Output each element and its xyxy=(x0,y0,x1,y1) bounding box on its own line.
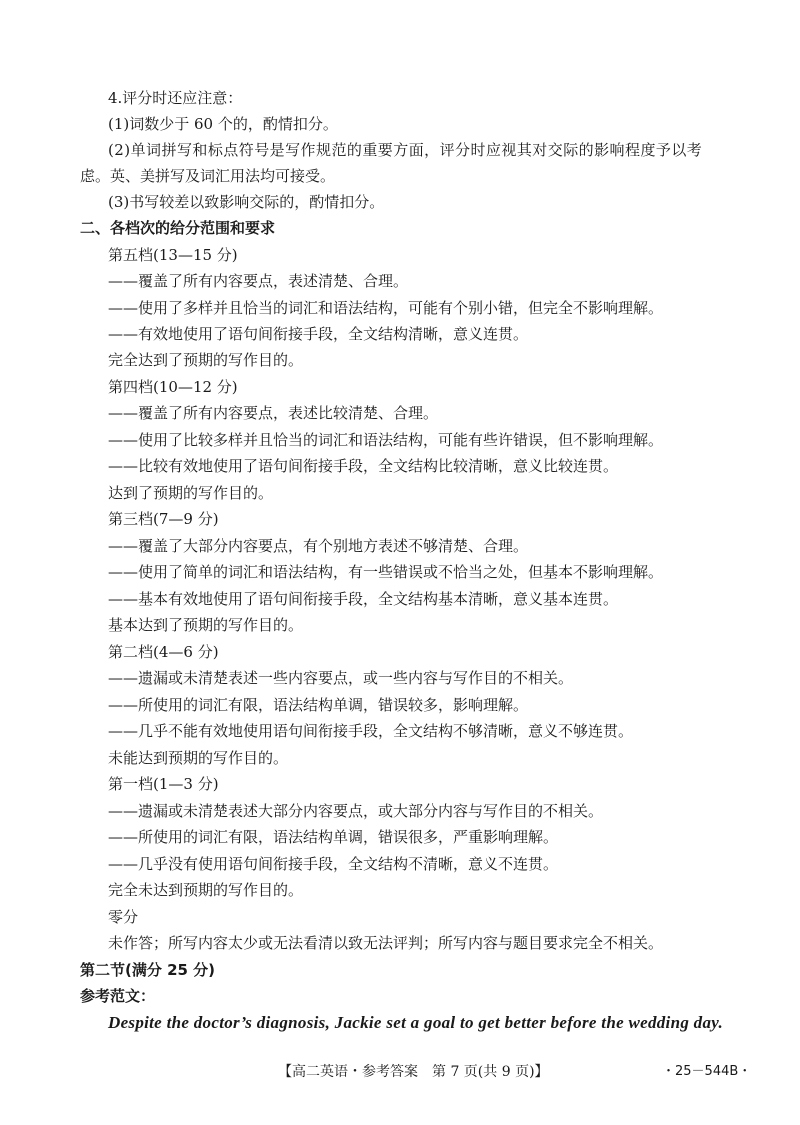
tier-4-point-2: ——使用了比较多样并且恰当的词汇和语法结构，可能有些许错误，但不影响理解。 xyxy=(108,431,664,449)
note-4-1: (1)词数少于 60 个的，酌情扣分。 xyxy=(108,115,338,133)
note-4-2-line1: (2)单词拼写和标点符号是写作规范的重要方面，评分时应视其对交际的影响程度予以考 xyxy=(108,141,703,159)
tier-2-point-1: ——遗漏或未清楚表述一些内容要点，或一些内容与写作目的不相关。 xyxy=(108,669,574,687)
tier-1-point-2: ——所使用的词汇有限，语法结构单调，错误很多，严重影响理解。 xyxy=(108,828,559,846)
page-footer-code: ・25－544B・ xyxy=(662,1064,752,1079)
tier-2-name: 第二档(4—6 分) xyxy=(108,643,219,661)
reference-essay-text: Despite the doctor’s diagnosis, Jackie set a goal to get better before the wedding day. xyxy=(108,1013,724,1032)
tier-3-name: 第三档(7—9 分) xyxy=(108,510,219,528)
tier-4-name: 第四档(10—12 分) xyxy=(108,378,238,396)
tier-5-name: 第五档(13—15 分) xyxy=(108,246,238,264)
tier-2-point-3: ——几乎不能有效地使用语句间衔接手段，全文结构不够清晰，意义不够连贯。 xyxy=(108,722,634,740)
tier-4-summary: 达到了预期的写作目的。 xyxy=(108,484,274,502)
tier-4-point-3: ——比较有效地使用了语句间衔接手段，全文结构比较清晰，意义比较连贯。 xyxy=(108,457,619,475)
tier-3-summary: 基本达到了预期的写作目的。 xyxy=(108,616,304,634)
tier-1-point-3: ——几乎没有使用语句间衔接手段，全文结构不清晰，意义不连贯。 xyxy=(108,855,559,873)
tier-4-point-1: ——覆盖了所有内容要点，表述比较清楚、合理。 xyxy=(108,404,439,422)
part-2-title: 第二节(满分 25 分) xyxy=(80,961,216,979)
tier-1-point-1: ——遗漏或未清楚表述大部分内容要点，或大部分内容与写作目的不相关。 xyxy=(108,802,604,820)
zero-score-desc: 未作答；所写内容太少或无法看清以致无法评判；所写内容与题目要求完全不相关。 xyxy=(108,934,664,952)
tier-3-point-1: ——覆盖了大部分内容要点，有个别地方表述不够清楚、合理。 xyxy=(108,537,529,555)
tier-5-point-3: ——有效地使用了语句间衔接手段，全文结构清晰，意义连贯。 xyxy=(108,325,529,343)
tier-2-summary: 未能达到预期的写作目的。 xyxy=(108,749,289,767)
tier-5-point-2: ——使用了多样并且恰当的词汇和语法结构，可能有个别小错，但完全不影响理解。 xyxy=(108,299,664,317)
page-footer-info: 【高二英语・参考答案 第 7 页(共 9 页)】 xyxy=(278,1064,549,1080)
zero-score-title: 零分 xyxy=(108,908,139,926)
tier-5-summary: 完全达到了预期的写作目的。 xyxy=(108,351,304,369)
note-4-3: (3)书写较差以致影响交际的，酌情扣分。 xyxy=(108,193,385,211)
tier-1-summary: 完全未达到预期的写作目的。 xyxy=(108,881,304,899)
section-2-title: 二、各档次的给分范围和要求 xyxy=(80,219,276,237)
tier-3-point-2: ——使用了简单的词汇和语法结构，有一些错误或不恰当之处，但基本不影响理解。 xyxy=(108,563,664,581)
tier-5-point-1: ——覆盖了所有内容要点，表述清楚、合理。 xyxy=(108,272,409,290)
note-4-2-line2: 虑。英、美拼写及词汇用法均可接受。 xyxy=(80,167,336,185)
tier-2-point-2: ——所使用的词汇有限，语法结构单调，错误较多，影响理解。 xyxy=(108,696,529,714)
tier-3-point-3: ——基本有效地使用了语句间衔接手段，全文结构基本清晰，意义基本连贯。 xyxy=(108,590,619,608)
tier-1-name: 第一档(1—3 分) xyxy=(108,775,219,793)
note-4-title: 4.评分时还应注意： xyxy=(108,89,243,107)
reference-essay-title: 参考范文： xyxy=(80,987,156,1005)
